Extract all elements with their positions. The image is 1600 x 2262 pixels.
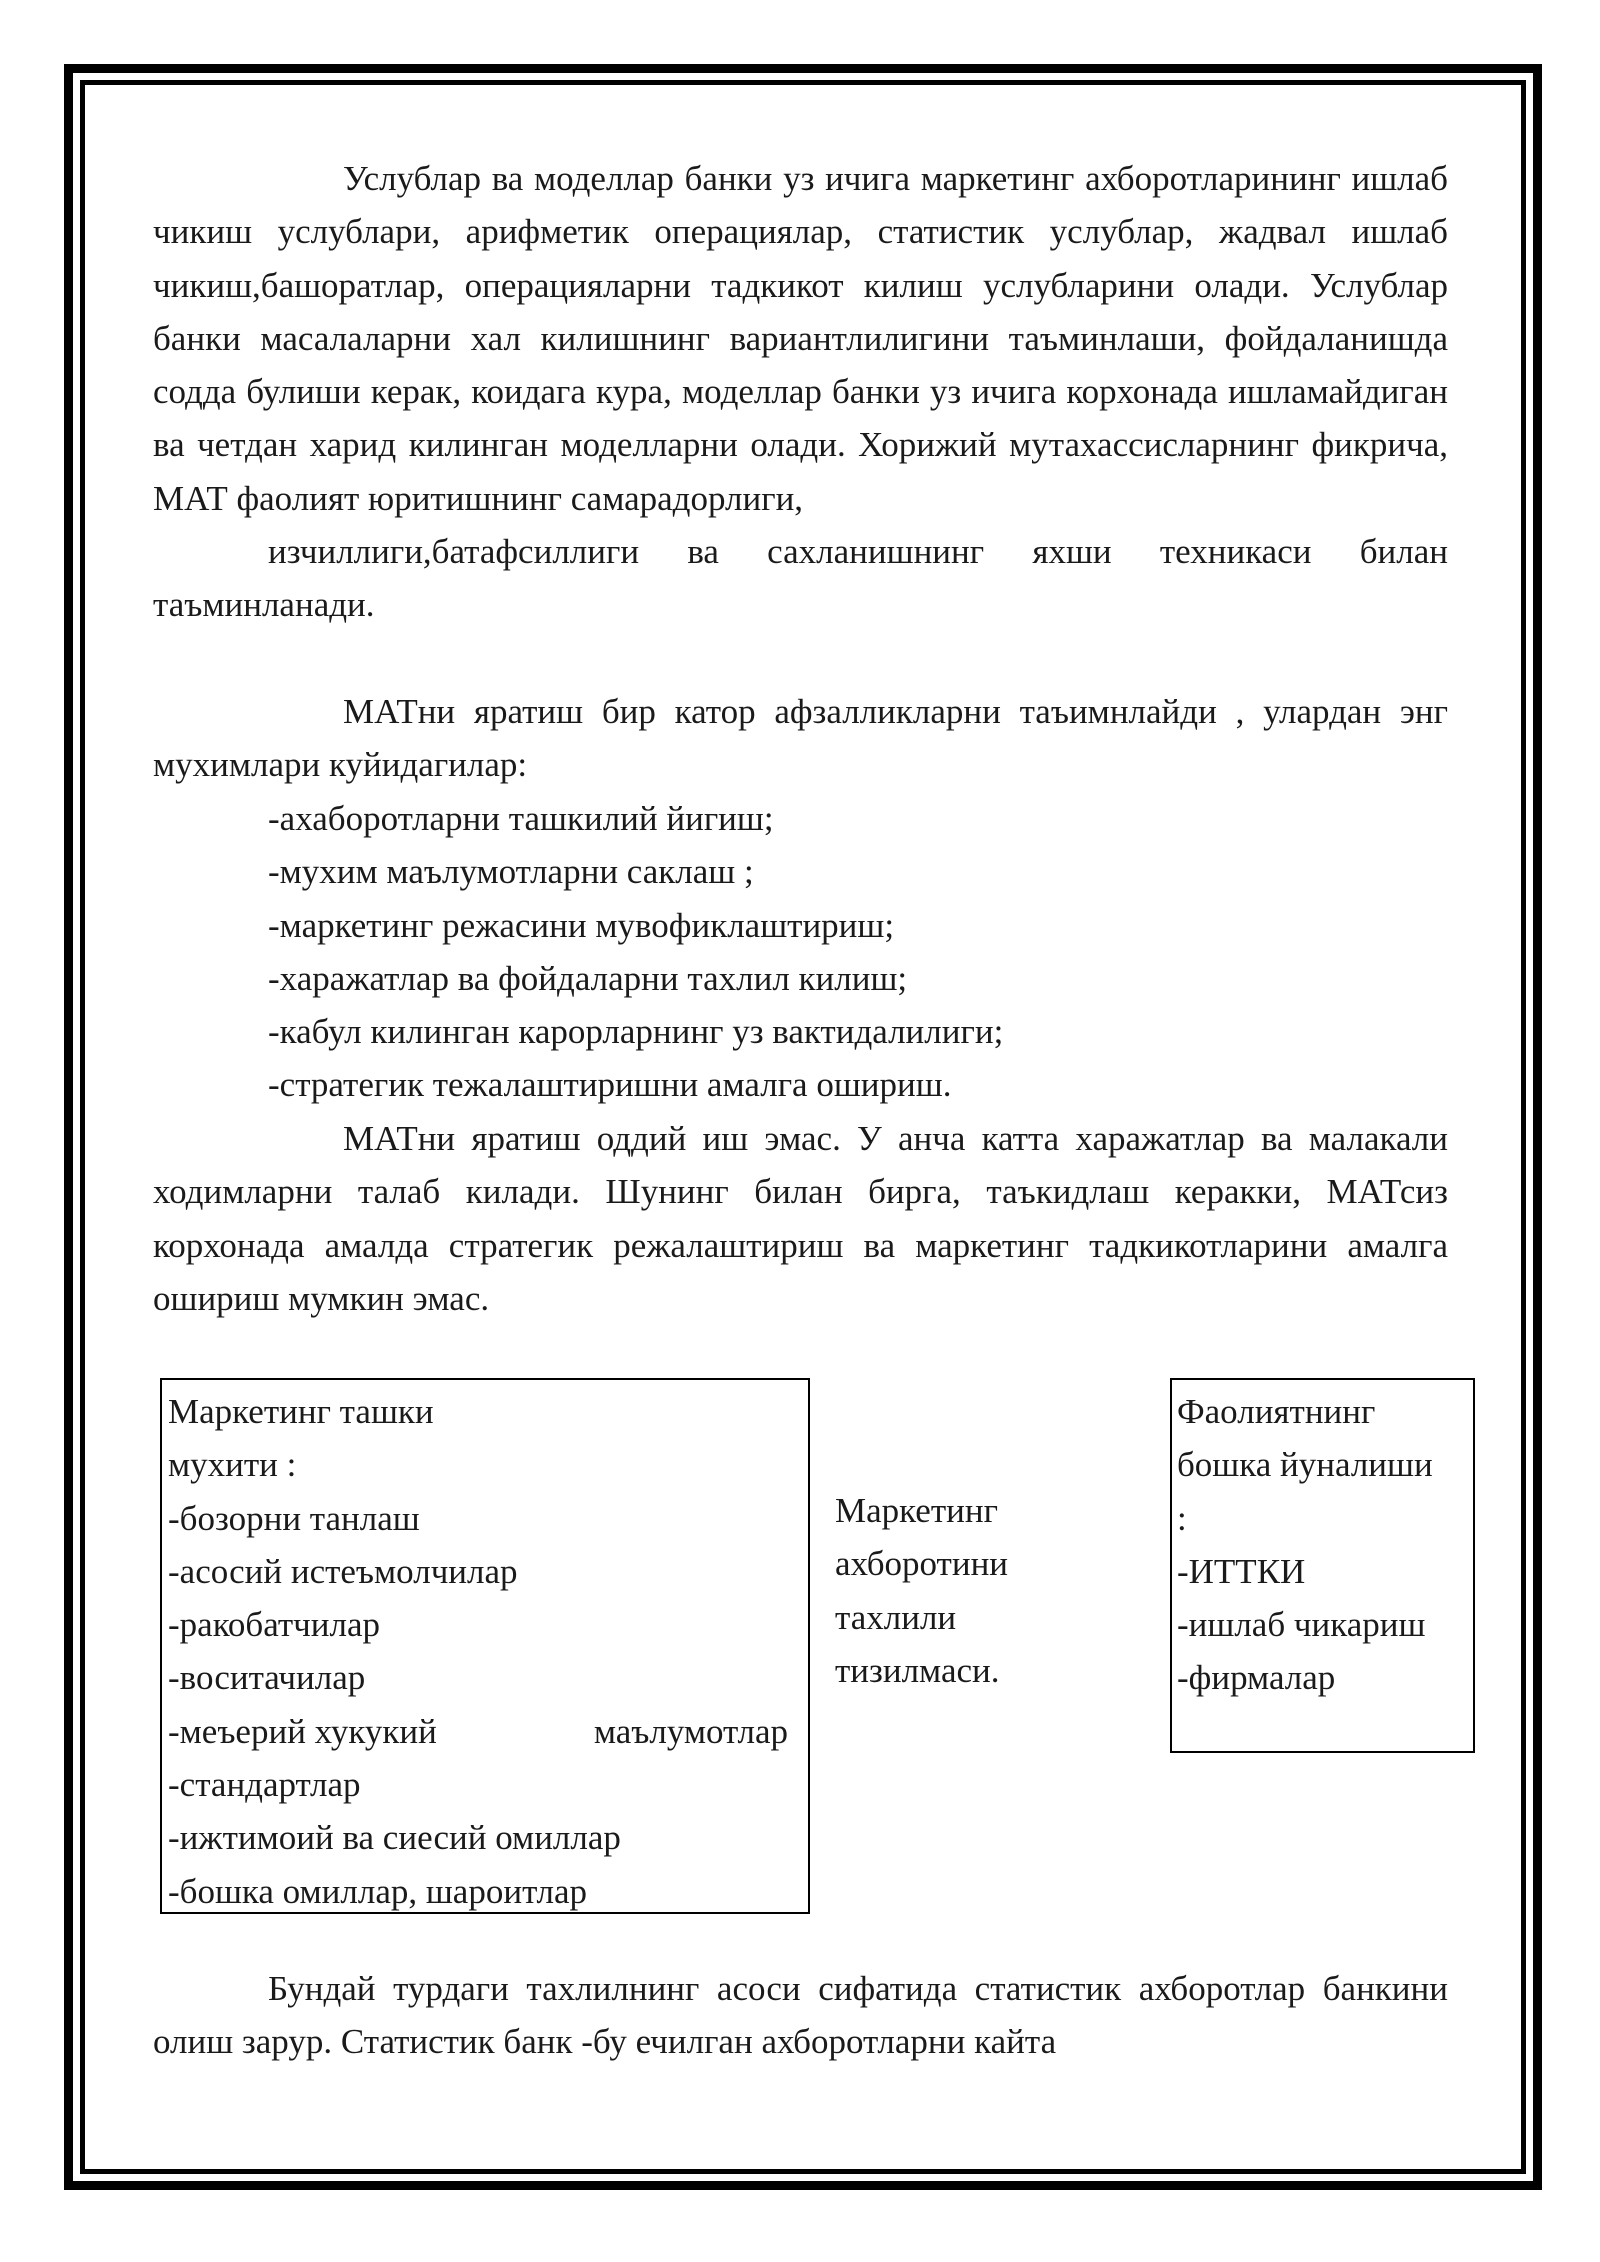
center-label-line: тизилмаси. [835,1650,1000,1690]
box-item: -ижтимоий ва сиесий омиллар [168,1818,621,1858]
box-item: -воситачилар [168,1658,366,1698]
list-item: -харажатлар ва фойдаларни тахлил килиш; [268,958,908,998]
list-item: -мухим маълумотларни саклаш ; [268,852,754,892]
advantages-list [153,792,1448,1112]
box-item: -ИТТКИ [1177,1551,1306,1591]
paragraph-statistical-bank [153,1962,1448,2069]
box-title-line: Маркетинг ташки [168,1392,434,1431]
box-item: -бозорни танлаш [168,1498,420,1538]
box-item: Фаолиятнинг [1177,1392,1376,1431]
paragraph-mat-creation [153,1112,1448,1325]
paragraph-text: Услублар ва моделлар банки уз ичига маркетинг ахборотларининг ишлаб чикиш услублари, арифметик операциялар, статистик услублар, жадвал ишлаб чикиш,башоратлар, операцияларни тадкикот килиш услубларини олади. Услублар банки масалаларни хал килишнинг вариантлилигини таъминлаши, фойдаланишда содда булиши керак, коидага кура, моделлар банки уз ичига корхонада ишламайдиган ва четдан харид килинган моделларни олади. Хорижий мутахассисларнинг фикрича, МАТ фаолият юритишнинг самарадорлиги, [153,159,1448,518]
list-item: -ахаборотларни ташкилий йигиш; [268,799,774,838]
box-item: -фирмалар [1177,1658,1336,1698]
box-item: бошка йуналиши [1177,1445,1433,1485]
diagram-box-external-environment [160,1378,810,1914]
box-item-part: -меъерий хукукий [168,1711,437,1751]
box-item: -бошка омиллар, шароитлар [168,1871,587,1911]
paragraph-text: МАТни яратиш бир катор афзалликларни таъимнлайди , улардан энг мухимлари куйидагилар: [153,692,1448,785]
diagram-box-other-activity [1170,1378,1475,1753]
box-item: -стандартлар [168,1765,361,1805]
box-item: : [1177,1498,1187,1538]
paragraph-mat-advantages [153,685,1448,792]
box-item-part: маълумотлар [593,1711,788,1751]
paragraph-text: Бундай турдаги тахлилнинг асоси сифатида статистик ахборотлар банкини олиш зарур. Статистик банк -бу ечилган ахборотларни кайта [153,1969,1448,2062]
center-label-line: ахборотини [835,1544,1009,1584]
paragraph-text: МАТни яратиш оддий иш эмас. У анча катта харажатлар ва малакали ходимларни талаб килади. Шунинг билан бирга, таъкидлаш керакки, МАТсиз корхонада амалда стратегик режалаштириш ва маркетинг тадкикотларини амалга ошириш мумкин эмас. [153,1119,1448,1318]
center-label-line: тахлили [835,1597,957,1637]
box-title-line: мухити : [168,1445,297,1485]
paragraph-continuation: изчиллиги,батафсиллиги ва сахланишнинг яхши техникаси билан таъминланади. [153,532,1448,625]
box-item [168,1705,788,1758]
paragraph-methods-bank [153,152,1448,632]
box-item: -ракобатчилар [168,1605,380,1645]
box-item: -асосий истеъмолчилар [168,1551,518,1591]
list-item: -стратегик тежалаштиришни амалга ошириш. [268,1065,952,1105]
list-item: -маркетинг режасини мувофиклаштириш; [268,905,895,945]
list-item: -кабул килинган карорларнинг уз вактидалилиги; [268,1012,1004,1052]
center-label-line: Маркетинг [835,1491,998,1530]
box-item: -ишлаб чикариш [1177,1605,1426,1645]
diagram-center-label [835,1484,1095,1697]
